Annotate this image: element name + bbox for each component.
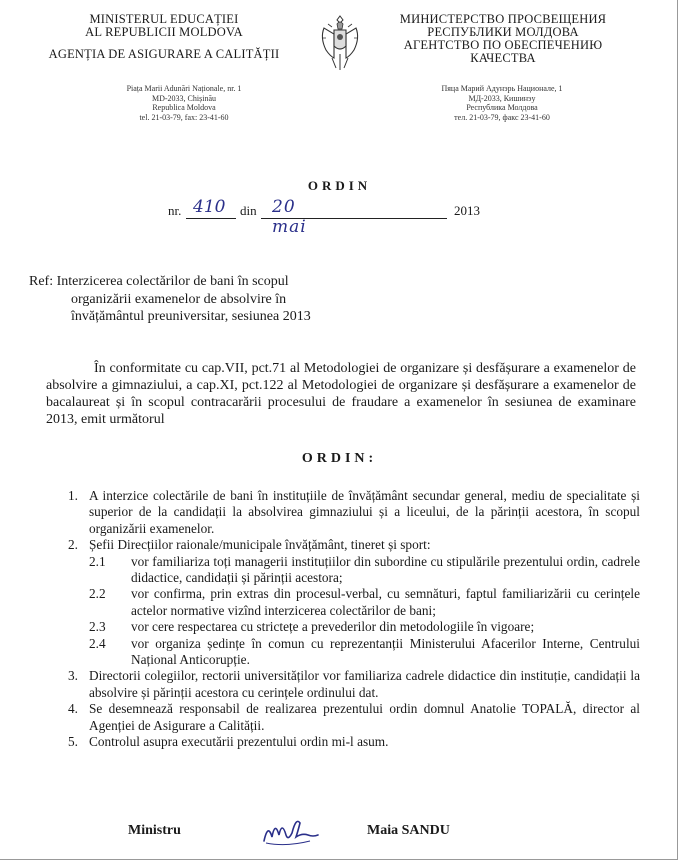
- document-title: ORDIN: [307, 178, 372, 193]
- address-line: Республика Молдова: [466, 103, 538, 112]
- order-number-line: [168, 197, 480, 237]
- address-line: MD-2033, Chișinău: [152, 93, 216, 103]
- item-number: 3.: [68, 668, 78, 684]
- letterhead-right-line: РЕСПУБЛИКИ МОЛДОВА: [427, 25, 579, 39]
- address-line: Пяца Марий Адунэрь Нациoнале, 1: [441, 84, 563, 93]
- item-number: 1.: [68, 488, 78, 503]
- letterhead-right-address: [414, 84, 590, 122]
- subitem-text: vor cere respectarea cu strictețe a prevederilor din metodologiile în vigoare;: [131, 619, 535, 635]
- subitem-text: vor familiariza toți managerii instituțiilor din subordine cu stipulările prezentului ordin, cadrele didactice, candidații și părinții acestora;: [131, 553, 640, 586]
- item-text: Controlul asupra executării prezentului ordin mi-l asum.: [89, 734, 389, 750]
- letterhead-right-title: [392, 13, 614, 65]
- letterhead-left-line: AL REPUBLICII MOLDOVA: [85, 25, 243, 39]
- subitems-list: [68, 554, 640, 669]
- letterhead-right-line: АГЕНТСТВО ПО ОБЕСПЕЧЕНИЮ: [403, 38, 603, 52]
- intro-text: În conformitate cu cap.VII, pct.71 al Metodologiei de organizare și desfășurare a examenelor de absolvire a gimnaziului, a cap.XI, pct.122 al Metodologiei de organizare și desfășurare a examenelor de bacalaureat și în scopul contracarării procesului de fraudare a examenelor în sesiunea de examinare 2013, emit următorul: [46, 361, 636, 427]
- item-text: Directorii colegiilor, rectorii universităților vor familiariza cadrele didactice din instituție, candidații la absolvire și părinții acestora cu cerințele ordinului dat.: [89, 668, 640, 700]
- din-label: din: [240, 203, 257, 218]
- sub-list-item: [89, 554, 640, 587]
- address-line: тел. 21-03-79, факс 23-41-60: [454, 112, 550, 122]
- sub-list-item: [89, 619, 640, 635]
- address-line: Piața Marii Adunări Naționale, nr. 1: [126, 84, 242, 93]
- sub-list-item: [89, 586, 640, 619]
- letterhead-left-line: AGENȚIA DE ASIGURARE A CALITĂȚII: [48, 47, 280, 61]
- signatory-role: Ministru: [128, 823, 181, 838]
- subitem-number: 2.2: [89, 586, 106, 602]
- reference-block: [29, 273, 369, 326]
- address-line: tel. 21-03-79, fax: 23-41-60: [139, 112, 229, 122]
- letterhead-left-title: [44, 13, 284, 61]
- reference-line: Ref: Interzicerea colectărilor de bani în scopul: [29, 274, 289, 289]
- list-item: [68, 734, 640, 750]
- subitem-text: vor organiza ședințe în comun cu reprezentanții Ministerului Afacerilor Interne, Centrului Național Anticorupție.: [131, 635, 640, 668]
- list-item: [68, 701, 640, 734]
- subitem-number: 2.3: [89, 619, 106, 635]
- letterhead-left-line: MINISTERUL EDUCAȚIEI: [89, 12, 239, 26]
- list-item: [68, 488, 640, 537]
- intro-paragraph: [46, 360, 636, 428]
- item-text: Șefii Direcțiilor raionale/municipale învățământ, tineret și sport:: [89, 537, 431, 553]
- letterhead-right-line: МИНИСТЕРСТВО ПРОСВЕЩЕНИЯ: [399, 12, 607, 26]
- item-text: Se desemnează responsabil de realizarea prezentului ordin domnul Anatolie TOPALĂ, director al Agenției de Asigurare a Calității.: [89, 701, 640, 733]
- order-items-list: [68, 488, 640, 751]
- number-underline: [186, 218, 236, 219]
- item-number: 2.: [68, 537, 78, 553]
- coat-of-arms-icon: [318, 14, 362, 74]
- item-number: 4.: [68, 701, 78, 717]
- letterhead-right-line: КАЧЕСТВА: [470, 51, 536, 65]
- sub-list-item: [89, 636, 640, 669]
- order-number-handwritten: 410: [193, 197, 226, 217]
- order-heading: ORDIN:: [301, 451, 378, 466]
- date-underline: [261, 218, 447, 219]
- list-item: [68, 668, 640, 701]
- item-text: A interzice colectările de bani în instituțiile de învățământ secundar general, mediu de specialitate și superior de la candidații la absolvirea gimnaziului și a liceului, de la părinții acestora, în scopul organizării examenelor.: [89, 488, 640, 536]
- subitem-number: 2.1: [89, 553, 106, 569]
- subitem-text: vor confirma, prin extras din procesul-verbal, cu semnături, faptul familiarizării cu cerințele actelor normative vizînd interzicerea colectărilor de bani;: [131, 586, 640, 618]
- date-handwritten: 20 mai: [272, 197, 307, 237]
- letterhead-left-address: [96, 84, 272, 122]
- reference-line: organizării examenelor de absolvire în: [71, 291, 287, 307]
- list-item: [68, 537, 640, 553]
- reference-line: învățământul preuniversitar, sesiunea 2013: [71, 309, 311, 324]
- item-number: 5.: [68, 734, 78, 750]
- address-line: Republica Moldova: [152, 103, 216, 112]
- nr-label: nr.: [168, 203, 182, 218]
- subitem-number: 2.4: [89, 635, 106, 651]
- address-line: МД-2033, Кишинэу: [468, 93, 536, 103]
- handwritten-signature: [262, 815, 320, 847]
- signatory-name: Maia SANDU: [367, 823, 450, 838]
- year-label: 2013: [454, 203, 480, 218]
